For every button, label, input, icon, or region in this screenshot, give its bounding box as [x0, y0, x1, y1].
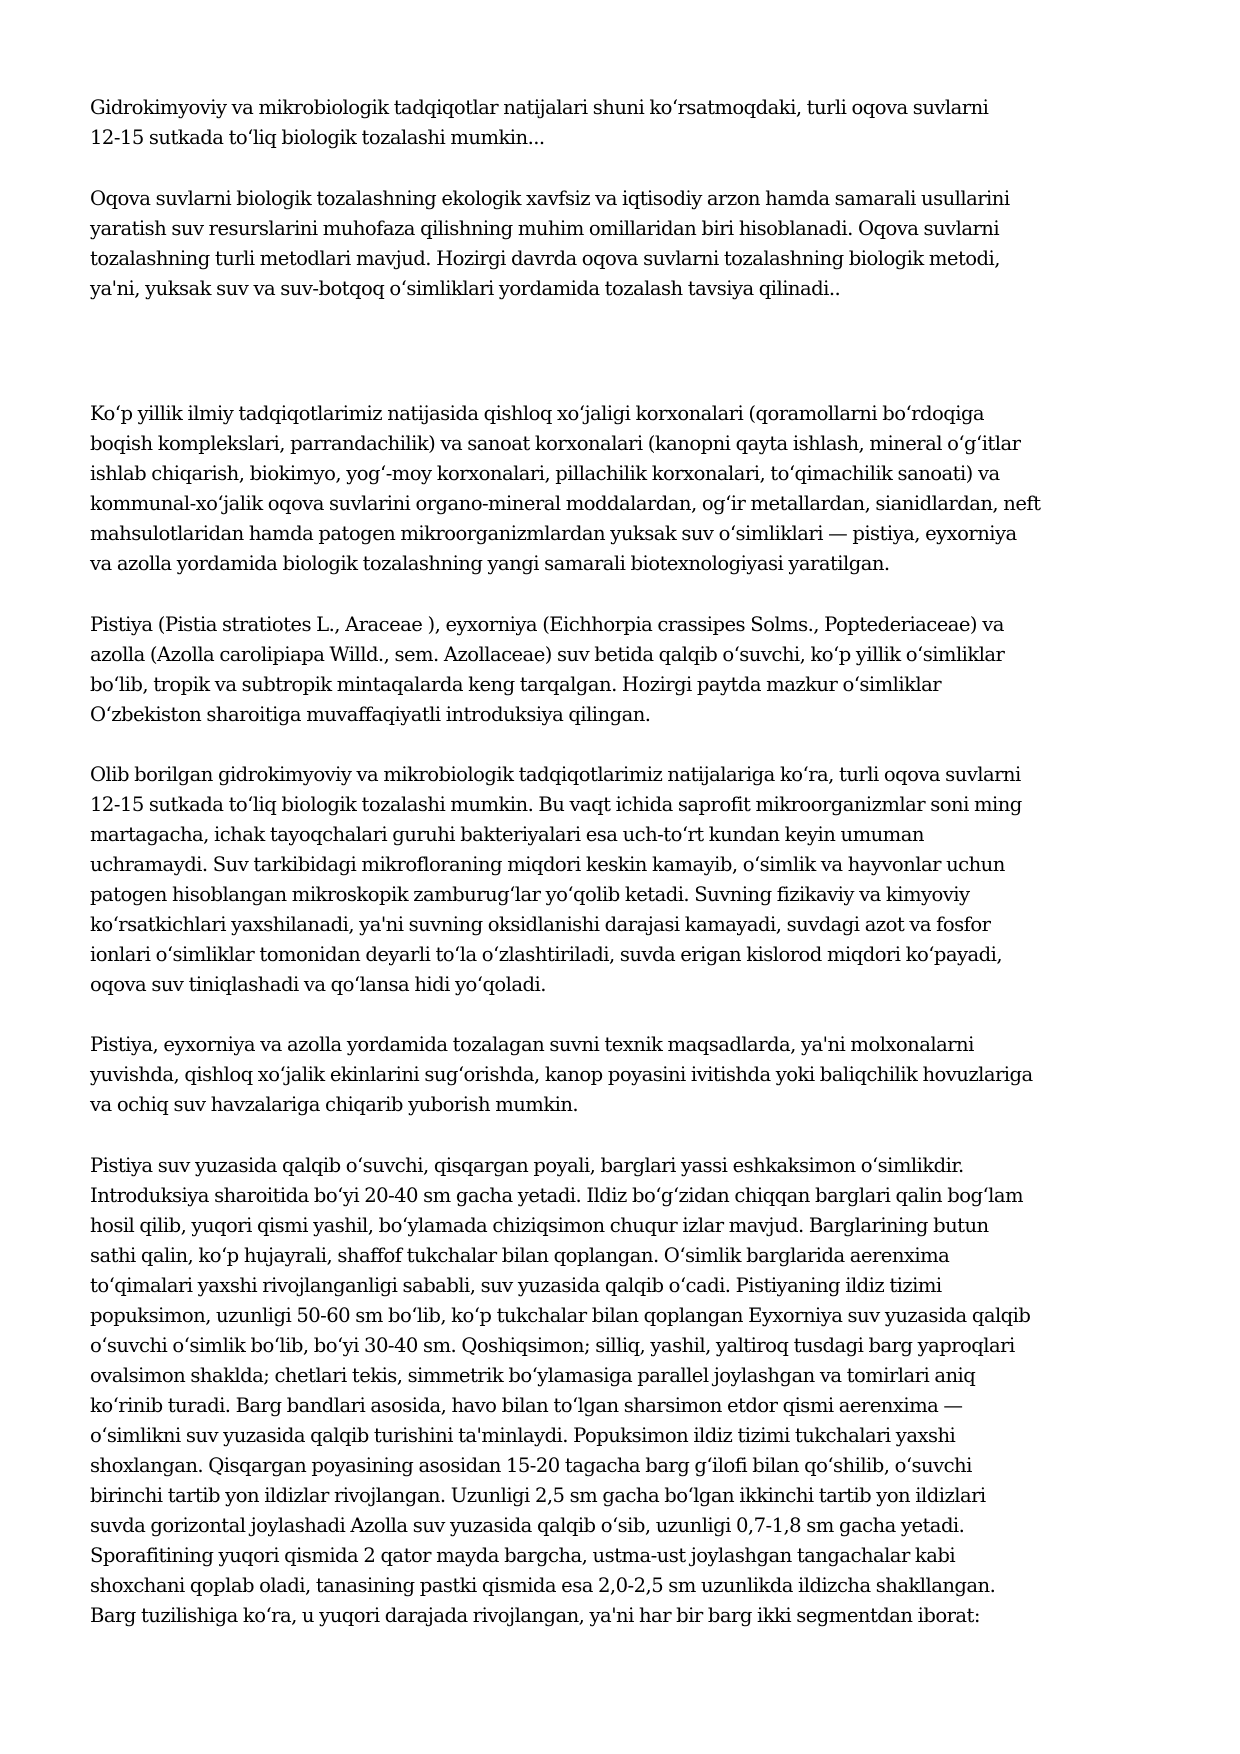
text-line: oqova suv tiniqlashadi va qoʻlansa hidi yoʻqoladi. [90, 973, 546, 996]
text-line: ishlab chiqarish, biokimyo, yogʻ-moy korxonalari, pillachilik korxonalari, toʻqimachilik sanoati) va [90, 462, 1000, 485]
text-line: martagacha, ichak tayoqchalari guruhi bakteriyalari esa uch-toʻrt kundan keyin umuman [90, 823, 924, 846]
text-line: oʻsimlikni suv yuzasida qalqib turishini ta'minlaydi. Popuksimon ildiz tizimi tukchalari yaxshi [90, 1424, 956, 1447]
text-line: Pistiya (Pistia stratiotes L., Araceae ), eyxorniya (Eichhorpia crassipes Solms., Poptederiaceae) va [90, 613, 1004, 636]
text-line: ya'ni, yuksak suv va suv-botqoq oʻsimliklari yordamida tozalash tavsiya qilinadi.. [90, 277, 841, 300]
text-line: 12-15 sutkada toʻliq biologik tozalashi mumkin... [90, 126, 545, 149]
text-line: shoxlangan. Qisqargan poyasining asosidan 15-20 tagacha barg gʻilofi bilan qoʻshilib, oʻsuvchi [90, 1454, 972, 1477]
text-line: ovalsimon shaklda; chetlari tekis, simmetrik boʻylamasiga parallel joylashgan va tomirlari aniq [90, 1364, 976, 1387]
text-line: koʻrsatkichlari yaxshilanadi, ya'ni suvning oksidlanishi darajasi kamayadi, suvdagi azot va fosfor [90, 913, 991, 936]
paragraph-2 [90, 184, 1160, 304]
text-line: yaratish suv resurslarini muhofaza qilishning muhim omillaridan biri hisoblanadi. Oqova suvlarni [90, 217, 1000, 240]
text-line: Oqova suvlarni biologik tozalashning ekologik xavfsiz va iqtisodiy arzon hamda samarali usullarini [90, 187, 1010, 210]
text-line: azolla (Azolla carolipiapa Willd., sem. Azollaceae) suv betida qalqib oʻsuvchi, koʻp yillik oʻsimliklar [90, 643, 1005, 666]
text-line: Sporafitining yuqori qismida 2 qator mayda bargcha, ustma-ust joylashgan tangachalar kabi [90, 1544, 956, 1567]
text-line: hosil qilib, yuqori qismi yashil, boʻylamada chiziqsimon chuqur izlar mavjud. Barglarining butun [90, 1214, 989, 1237]
text-line: birinchi tartib yon ildizlar rivojlangan. Uzunligi 2,5 sm gacha boʻlgan ikkinchi tartib yon ildizlari [90, 1484, 986, 1507]
text-line: tozalashning turli metodlari mavjud. Hozirgi davrda oqova suvlarni tozalashning biologik metodi, [90, 247, 1000, 270]
text-line: boʻlib, tropik va subtropik mintaqalarda keng tarqalgan. Hozirgi paytda mazkur oʻsimliklar [90, 673, 942, 696]
text-line: oʻsuvchi oʻsimlik boʻlib, boʻyi 30-40 sm. Qoshiqsimon; silliq, yashil, yaltiroq tusdagi barg yaproqlari [90, 1334, 1015, 1357]
paragraph-1 [90, 93, 1160, 153]
paragraph-3 [90, 399, 1160, 579]
paragraph-7 [90, 1151, 1160, 1631]
text-line: va ochiq suv havzalariga chiqarib yuborish mumkin. [90, 1093, 579, 1116]
text-line: sathi qalin, koʻp hujayrali, shaffof tukchalar bilan qoplangan. Oʻsimlik barglarida aerenxima [90, 1244, 950, 1267]
text-line: popuksimon, uzunligi 50-60 sm boʻlib, koʻp tukchalar bilan qoplangan Eyxorniya suv yuzasida qalqib [90, 1304, 1031, 1327]
text-line: uchramaydi. Suv tarkibidagi mikrofloraning miqdori keskin kamayib, oʻsimlik va hayvonlar uchun [90, 853, 1005, 876]
text-line: patogen hisoblangan mikroskopik zamburugʻlar yoʻqolib ketadi. Suvning fizikaviy va kimyoviy [90, 883, 970, 906]
paragraph-4 [90, 610, 1160, 730]
text-line: Oʻzbekiston sharoitiga muvaffaqiyatli introduksiya qilingan. [90, 703, 651, 726]
text-line: boqish komplekslari, parrandachilik) va sanoat korxonalari (kanopni qayta ishlash, mineral oʻgʻitlar [90, 432, 1021, 455]
paragraph-6 [90, 1030, 1160, 1120]
text-line: Pistiya suv yuzasida qalqib oʻsuvchi, qisqargan poyali, barglari yassi eshkaksimon oʻsimlikdir. [90, 1154, 964, 1177]
text-line: Koʻp yillik ilmiy tadqiqotlarimiz natijasida qishloq xoʻjaligi korxonalari (qoramollarni boʻrdoqiga [90, 402, 985, 425]
text-line: shoxchani qoplab oladi, tanasining pastki qismida esa 2,0-2,5 sm uzunlikda ildizcha shakllangan. [90, 1574, 996, 1597]
paragraph-5 [90, 760, 1160, 1000]
text-line: mahsulotlaridan hamda patogen mikroorganizmlardan yuksak suv oʻsimliklari — pistiya, eyxorniya [90, 522, 1017, 545]
text-line: 12-15 sutkada toʻliq biologik tozalashi mumkin. Bu vaqt ichida saprofit mikroorganizmlar soni ming [90, 793, 1022, 816]
text-line: suvda gorizontal joylashadi Azolla suv yuzasida qalqib oʻsib, uzunligi 0,7-1,8 sm gacha yetadi. [90, 1514, 965, 1537]
text-line: yuvishda, qishloq xoʻjalik ekinlarini sugʻorishda, kanop poyasini ivitishda yoki baliqchilik hovuzlariga [90, 1063, 1033, 1086]
text-line: Barg tuzilishiga koʻra, u yuqori darajada rivojlangan, ya'ni har bir barg ikki segmentdan iborat: [90, 1604, 980, 1627]
text-line: kommunal-xoʻjalik oqova suvlarini organo-mineral moddalardan, ogʻir metallardan, sianidlardan, neft [90, 492, 1041, 515]
text-line: koʻrinib turadi. Barg bandlari asosida, havo bilan toʻlgan sharsimon etdor qismi aerenxima — [90, 1394, 963, 1417]
text-line: va azolla yordamida biologik tozalashning yangi samarali biotexnologiyasi yaratilgan. [90, 552, 890, 575]
text-line: Introduksiya sharoitida boʻyi 20-40 sm gacha yetadi. Ildiz boʻgʻzidan chiqqan barglari qalin bogʻlam [90, 1184, 1024, 1207]
text-line: Pistiya, eyxorniya va azolla yordamida tozalagan suvni texnik maqsadlarda, ya'ni molxonalarni [90, 1033, 974, 1056]
text-line: Gidrokimyoviy va mikrobiologik tadqiqotlar natijalari shuni koʻrsatmoqdaki, turli oqova suvlarni [90, 96, 989, 119]
text-line: toʻqimalari yaxshi rivojlanganligi sababli, suv yuzasida qalqib oʻcadi. Pistiyaning ildiz tizimi [90, 1274, 942, 1297]
text-line: Olib borilgan gidrokimyoviy va mikrobiologik tadqiqotlarimiz natijalariga koʻra, turli oqova suvlarni [90, 763, 1021, 786]
text-line: ionlari oʻsimliklar tomonidan deyarli toʻla oʻzlashtiriladi, suvda erigan kislorod miqdori koʻpayadi, [90, 943, 1003, 966]
